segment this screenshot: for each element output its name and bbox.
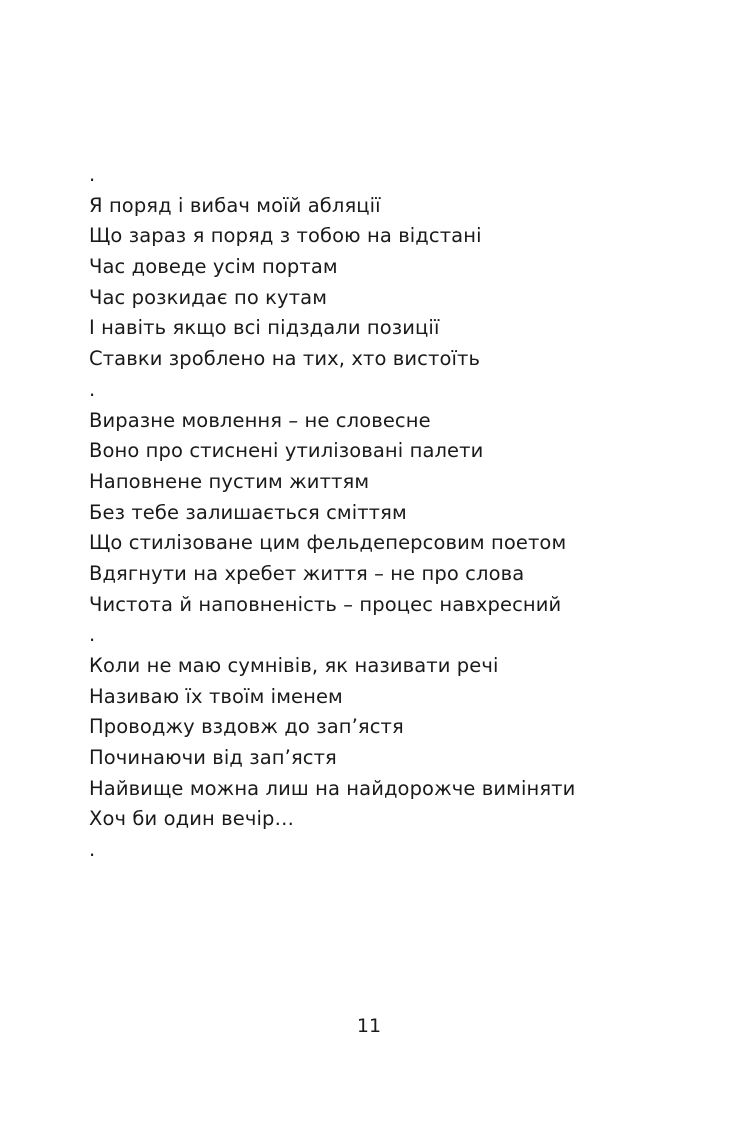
poem-line: Наповнене пустим життям: [89, 469, 370, 493]
poem-line: Час розкидає по кутам: [89, 285, 328, 309]
poem-line: Чистота й наповненість – процес навхресний: [89, 592, 562, 616]
poem-line: .: [89, 377, 96, 401]
poem-line: Проводжу вздовж до зап’ястя: [89, 715, 404, 739]
page-number: 11: [356, 1015, 382, 1037]
poem-line: Ставки зроблено на тих, хто вистоїть: [89, 347, 481, 371]
poem-line: Я поряд і вибач моїй абляції: [89, 193, 381, 217]
poem-line: Вдягнути на хребет життя – не про слова: [89, 561, 525, 585]
poem-line: .: [89, 623, 96, 647]
poem-line: Що стилізоване цим фельдеперсовим поетом: [89, 531, 567, 555]
poem-line: Виразне мовлення – не словесне: [89, 408, 431, 432]
poem-line: Що зараз я поряд з тобою на відстані: [89, 224, 482, 248]
poem-line: Найвище можна лиш на найдорожче виміняти: [89, 776, 576, 800]
poem-line: .: [89, 163, 96, 186]
poem-line: Коли не маю сумнівів, як називати речі: [89, 654, 499, 677]
poem-line: Називаю їх твоїм іменем: [89, 684, 343, 708]
poem-line: Хоч би один вечір…: [89, 807, 295, 831]
poem-line: Воно про стиснені утилізовані палети: [89, 439, 484, 463]
poem-line: Без тебе залишається сміттям: [89, 500, 407, 524]
poem-text: [89, 160, 709, 866]
poem-line: Починаючи від зап’ястя: [89, 746, 337, 770]
poem-line: .: [89, 838, 96, 862]
poem-line: І навіть якщо всі підздали позиції: [89, 316, 440, 340]
poem-line: Час доведе усім портам: [89, 255, 338, 279]
